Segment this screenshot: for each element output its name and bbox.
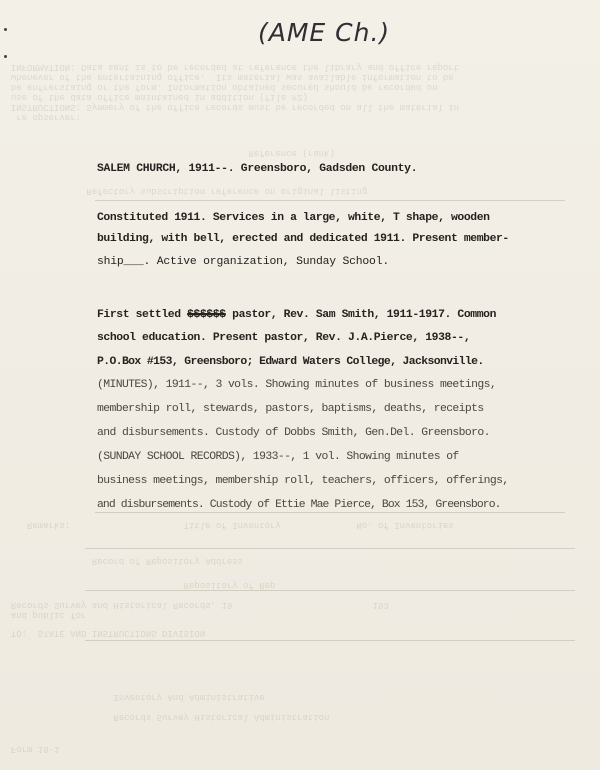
hole-mark — [4, 28, 7, 31]
text-segment: First settled — [97, 309, 188, 321]
paragraph2-line: membership roll, stewards, pastors, baptisms, deaths, receipts — [97, 403, 484, 415]
paragraph2-line — [97, 310, 496, 321]
paragraph2-line: school education. Present pastor, Rev. J.A.Pierce, 1938--, — [97, 332, 471, 344]
paragraph2-line: P.O.Box #153, Greensboro; Edward Waters College, Jacksonville. — [97, 356, 484, 368]
text-segment: pastor, Rev. Sam Smith, 1911-1917. Common — [225, 309, 497, 321]
handwritten-annotation: (AME Ch.) — [258, 18, 391, 47]
show-through-text: Inventory And Administrative — [0, 692, 265, 702]
paragraph2-line: (MINUTES), 1911--, 3 vols. Showing minutes of business meetings, — [97, 379, 497, 391]
paragraph1-line: ship___. Active organization, Sunday School. — [97, 256, 389, 268]
paragraph2-line: business meetings, membership roll, teachers, officers, offerings, — [97, 475, 509, 487]
show-through-text: and public for Records Survey and Historical Records, 19 193 — [10, 600, 389, 620]
faint-rule — [95, 512, 565, 513]
show-through-text: Repository of Rep — [0, 580, 276, 590]
show-through-text: Remarks: Title of Inventory No. of Inventories — [0, 520, 454, 530]
show-through-text: Records Survey Historical Administration — [0, 712, 330, 722]
show-through-text: TO: STATE AND INSTRUCTIONS DIVISION — [0, 628, 206, 638]
paragraph2-line: and disbursements. Custody of Ettie Mae Pierce, Box 153, Greensboro. — [97, 499, 501, 511]
binding-holes — [4, 28, 16, 82]
faint-rule — [85, 590, 575, 591]
faint-rule — [85, 640, 575, 641]
faint-rule — [85, 548, 575, 549]
paragraph2-line: and disbursements. Custody of Dobbs Smith, Gen.Del. Greensboro. — [97, 427, 490, 439]
hole-mark — [4, 55, 7, 58]
paragraph1-line: Constituted 1911. Services in a large, white, T shape, wooden — [97, 212, 490, 224]
show-through-text: Form 18-1 — [0, 744, 60, 754]
struck-out-text: $$$$$$ — [187, 309, 226, 321]
paragraph1-line: building, with bell, erected and dedicated 1911. Present member- — [97, 233, 509, 245]
show-through-text: Record of Repository Address — [0, 556, 244, 566]
show-through-text: re opserver: INSTRUCTIONS: Symmery of the office records must be recorded on all the material in use of the data office maintained in addition (file #2) be enfrerstaing or the form. Intormation obtained secured should be recorded on whenever of the entertaining office. Its material was available information to be INFORMATION: Data sent is to be recorded at reference the library and office report — [10, 62, 460, 122]
faint-rule — [95, 200, 565, 201]
show-through-text: Refectory subscription reference on original listing — [0, 186, 368, 196]
show-through-text: Reference (rank) — [0, 148, 335, 158]
paragraph2-line: (SUNDAY SCHOOL RECORDS), 1933--, 1 vol. Showing minutes of — [97, 451, 459, 463]
entry-heading: SALEM CHURCH, 1911--. Greensboro, Gadsden County. — [97, 163, 418, 175]
